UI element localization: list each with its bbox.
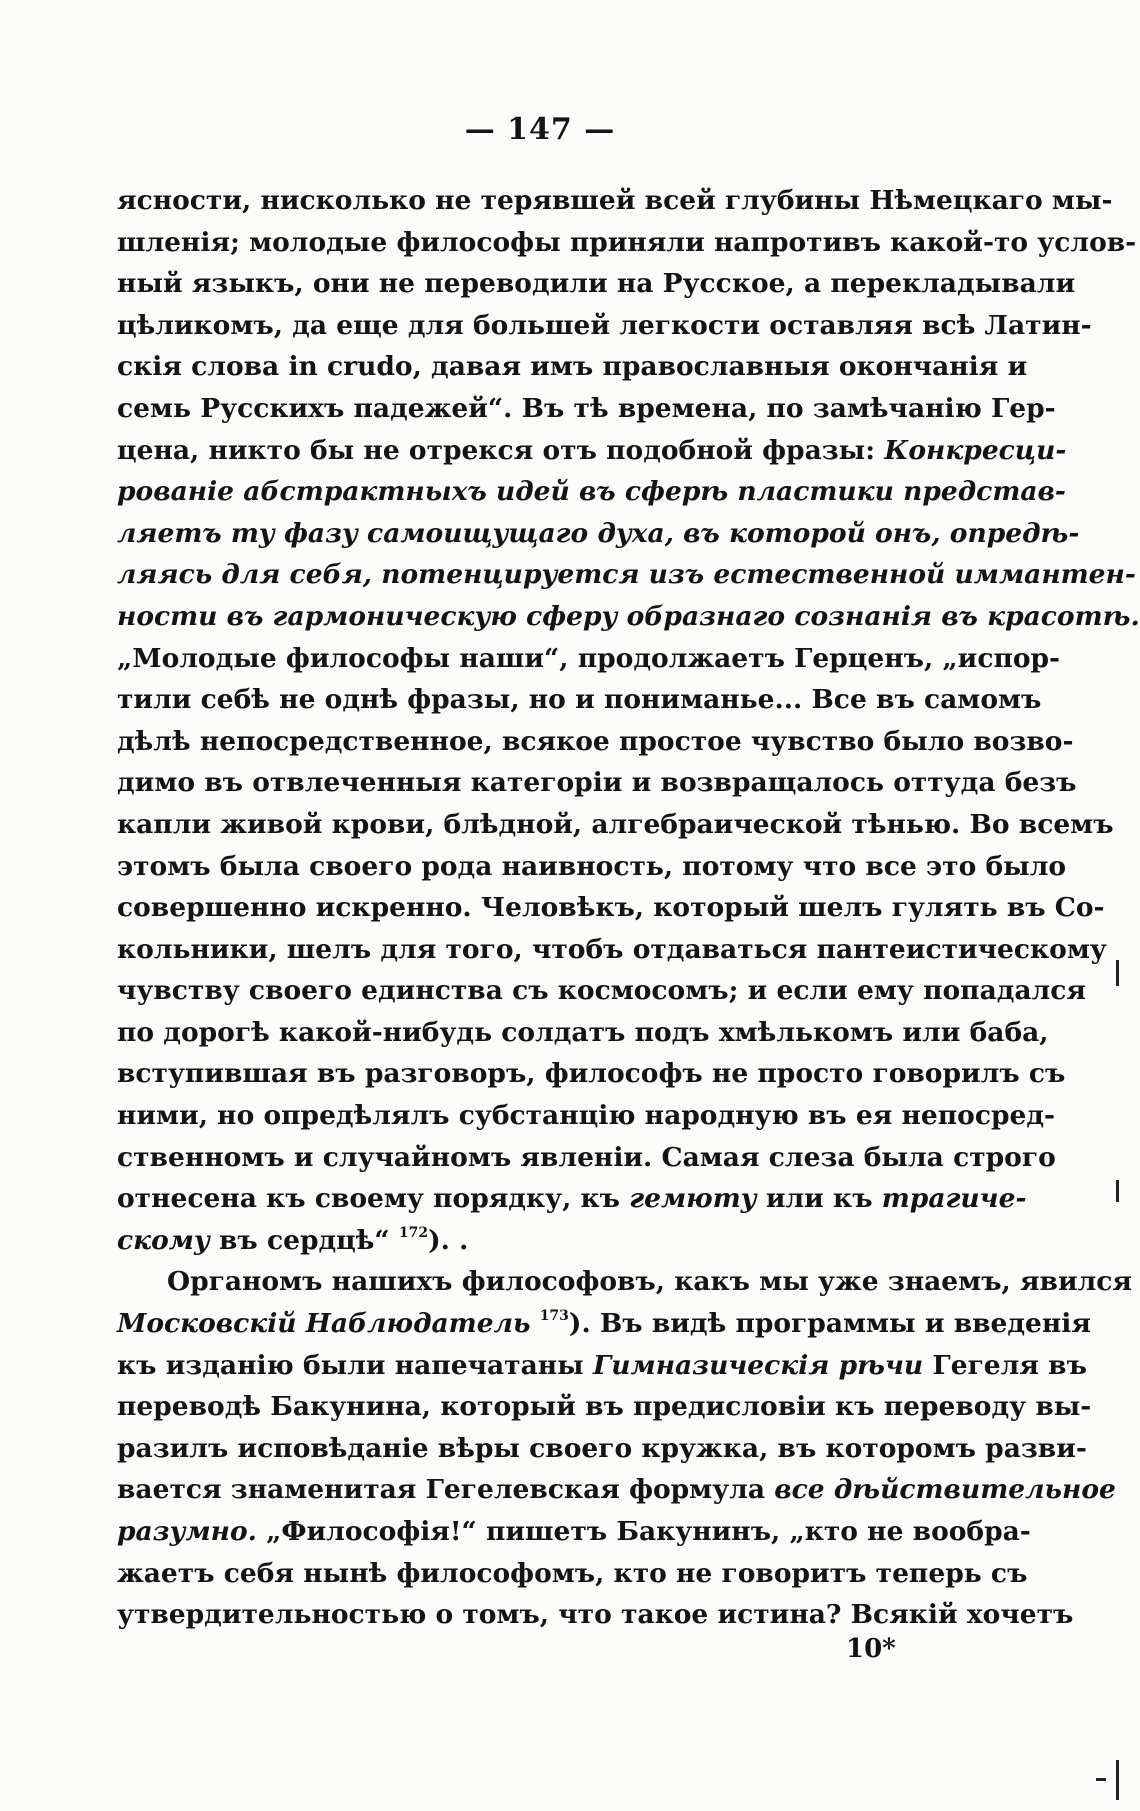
text-segment: „Философія!“ пишетъ Бакунинъ, „кто не вообра- bbox=[256, 1516, 1031, 1547]
text-line bbox=[117, 762, 1077, 804]
text-line bbox=[117, 804, 1114, 846]
text-segment: цѣликомъ, да еще для большей легкости оставляя всѣ Латин- bbox=[117, 309, 1092, 341]
text-segment: Московскій Наблюдатель bbox=[117, 1308, 531, 1340]
text-segment: гемюту bbox=[629, 1183, 757, 1215]
text-line bbox=[117, 388, 1056, 430]
text-segment: димо въ отвлеченныя категоріи и возвращалось оттуда безъ bbox=[117, 767, 1077, 799]
text-line bbox=[117, 430, 1067, 472]
page-number: — 147 — bbox=[464, 112, 616, 147]
text-segment: переводѣ Бакунина, который въ предисловіи къ переводу вы- bbox=[117, 1391, 1092, 1423]
text-segment: ственномъ и случайномъ явленіи. Самая слеза была строго bbox=[117, 1141, 1056, 1173]
text-line bbox=[117, 305, 1092, 347]
text-segment: отнесена къ своему порядку, къ bbox=[117, 1183, 630, 1215]
text-line bbox=[117, 1303, 1091, 1345]
text-segment: кольники, шелъ для того, чтобъ отдаваться пантеистическому bbox=[117, 933, 1107, 965]
text-segment: этомъ была своего рода наивность, потому что все это было bbox=[117, 850, 1067, 882]
margin-mark bbox=[1116, 1180, 1119, 1202]
text-line bbox=[117, 1469, 1116, 1511]
footnote-ref: 173 bbox=[539, 1308, 569, 1325]
text-segment: ). Въ видѣ программы и введенія bbox=[568, 1308, 1091, 1340]
margin-mark bbox=[1116, 960, 1119, 986]
text-segment: вается знаменитая Гегелевская формула bbox=[117, 1474, 775, 1506]
text-line bbox=[117, 1594, 1074, 1636]
text-segment: вступившая въ разговоръ, философъ не просто говорилъ съ bbox=[117, 1058, 1066, 1090]
body-text bbox=[117, 180, 1140, 1636]
text-line bbox=[117, 1053, 1066, 1095]
text-segment: капли живой крови, блѣдной, алгебраической тѣнью. Во всемъ bbox=[117, 808, 1114, 840]
text-line bbox=[117, 1261, 1133, 1303]
text-segment: совершенно искренно. Человѣкъ, который шелъ гулять въ Со- bbox=[117, 892, 1105, 924]
text-segment: все дѣйствительное bbox=[774, 1474, 1116, 1506]
text-segment: скому bbox=[117, 1224, 210, 1256]
text-line bbox=[117, 887, 1105, 929]
footnote-ref: 172 bbox=[398, 1224, 429, 1241]
text-segment bbox=[530, 1308, 539, 1339]
text-line bbox=[117, 513, 1080, 555]
text-segment: утвердительностью о томъ, что такое истина? Всякій хочетъ bbox=[117, 1599, 1074, 1631]
text-segment: рованіе абстрактныхъ идей въ сферѣ пластики представ- bbox=[117, 476, 1066, 508]
text-line bbox=[117, 846, 1067, 888]
text-segment: разилъ исповѣданіе вѣры своего кружка, въ которомъ разви- bbox=[117, 1432, 1087, 1464]
text-line bbox=[117, 596, 1140, 638]
margin-mark bbox=[1096, 1778, 1106, 1781]
text-segment: трагиче- bbox=[881, 1183, 1027, 1215]
signature-mark: 10* bbox=[846, 1634, 896, 1664]
text-segment: Органомъ нашихъ философовъ, какъ мы уже знаемъ, явился bbox=[167, 1266, 1133, 1298]
text-segment: Гимназическія рѣчи bbox=[592, 1349, 924, 1381]
text-segment: жаетъ себя нынѣ философомъ, кто не говоритъ теперь съ bbox=[117, 1557, 1028, 1589]
text-line bbox=[117, 1012, 1049, 1054]
text-segment: ними, но опредѣлялъ субстанцію народную въ ея непосред- bbox=[117, 1100, 1056, 1132]
text-segment: дѣлѣ непосредственное, всякое простое чувство было возво- bbox=[117, 725, 1074, 757]
text-segment: шленія; молодые философы приняли напротивъ какой-то услов- bbox=[117, 226, 1137, 258]
text-line bbox=[117, 970, 1086, 1012]
text-line bbox=[117, 1220, 960, 1262]
text-segment: или къ bbox=[756, 1183, 882, 1215]
text-segment: ляясь для себя, потенцируется изъ естественной иммантен- bbox=[117, 559, 1136, 591]
text-line bbox=[117, 1178, 1027, 1220]
text-segment: тили себѣ не однѣ фразы, но и пониманье... Все въ самомъ bbox=[117, 684, 1042, 716]
text-line bbox=[117, 554, 1136, 596]
text-segment: ). . bbox=[428, 1224, 469, 1256]
text-line bbox=[117, 1428, 1087, 1470]
text-line bbox=[117, 1511, 1031, 1553]
text-segment: по дорогѣ какой-нибудь солдатъ подъ хмѣлькомъ или баба, bbox=[117, 1016, 1049, 1048]
text-segment: ясности, нисколько не терявшей всей глубины Нѣмецкаго мы- bbox=[117, 185, 1113, 216]
text-segment: „Молодые философы наши“, продолжаетъ Герценъ, „испор- bbox=[117, 642, 1061, 674]
text-segment: чувству своего единства съ космосомъ; и если ему попадался bbox=[117, 975, 1086, 1007]
text-segment: къ изданію были напечатаны bbox=[117, 1349, 593, 1381]
text-line bbox=[117, 929, 1107, 971]
text-line bbox=[117, 1386, 1092, 1428]
margin-mark bbox=[1116, 1760, 1119, 1800]
text-line bbox=[117, 1553, 1028, 1595]
text-line bbox=[117, 638, 1061, 680]
text-line bbox=[117, 346, 1028, 388]
text-segment: ляетъ ту фазу самоищущаго духа, въ которой онъ, опредѣ- bbox=[117, 517, 1080, 549]
text-line bbox=[117, 471, 1066, 513]
text-line bbox=[117, 263, 1076, 305]
text-line bbox=[117, 180, 1113, 222]
text-segment: цена, никто бы не отрекся отъ подобной фразы: bbox=[117, 434, 885, 466]
text-line bbox=[117, 222, 1137, 264]
text-line bbox=[117, 1095, 1056, 1137]
text-line bbox=[117, 1345, 1087, 1387]
text-segment: ности въ гармоническую сферу образнаго сознанія въ красотѣ. bbox=[117, 600, 1140, 632]
text-segment: Конкресци- bbox=[884, 434, 1067, 466]
text-line bbox=[117, 679, 1042, 721]
text-segment: семь Русскихъ падежей“. Въ тѣ времена, по замѣчанію Гер- bbox=[117, 392, 1056, 424]
text-segment: въ сердцѣ“ bbox=[209, 1224, 399, 1256]
text-segment: скія слова in crudo, давая имъ православныя окончанія и bbox=[117, 351, 1028, 383]
text-line bbox=[117, 1137, 1056, 1179]
text-segment: Гегеля въ bbox=[923, 1349, 1087, 1381]
text-segment: разумно. bbox=[117, 1516, 257, 1547]
text-line bbox=[117, 721, 1074, 763]
text-segment: ный языкъ, они не переводили на Русское, а перекладывали bbox=[117, 268, 1076, 300]
